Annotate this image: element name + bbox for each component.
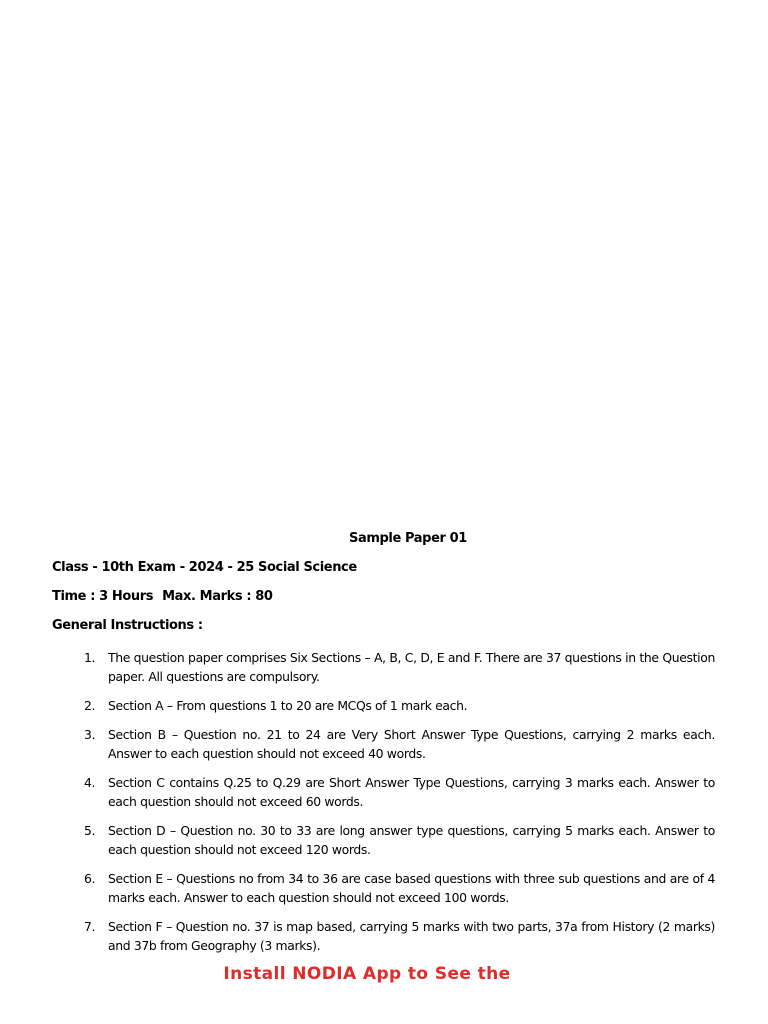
instruction-number: 7. — [84, 919, 96, 934]
instruction-text: Section A – From questions 1 to 20 are MCQs of 1 mark each. — [108, 698, 468, 713]
instruction-number: 3. — [84, 727, 96, 742]
instruction-number: 1. — [84, 650, 96, 665]
instruction-item — [84, 648, 715, 686]
instruction-text: Section F – Question no. 37 is map based, carrying 5 marks with two parts, 37a from History (2 marks) and 37b from Geography (3 marks). — [108, 919, 715, 953]
install-app-banner[interactable]: Install NODIA App to See the — [223, 964, 511, 984]
instruction-number: 4. — [84, 775, 96, 790]
time-duration: Time : 3 Hours — [52, 589, 154, 604]
instructions-list — [84, 648, 715, 965]
instruction-text: Section C contains Q.25 to Q.29 are Short Answer Type Questions, carrying 3 marks each. Answer to each question should not exceed 60 words. — [108, 775, 715, 809]
max-marks: Max. Marks : 80 — [162, 589, 273, 604]
class-exam-line: Class - 10th Exam - 2024 - 25 Social Science — [52, 560, 357, 575]
instruction-item — [84, 821, 715, 859]
instruction-item — [84, 725, 715, 763]
instruction-text: Section B – Question no. 21 to 24 are Very Short Answer Type Questions, carrying 2 marks each. Answer to each question should not exceed 40 words. — [108, 727, 715, 761]
instruction-number: 5. — [84, 823, 96, 838]
instruction-item — [84, 773, 715, 811]
instruction-text: Section E – Questions no from 34 to 36 are case based questions with three sub questions and are of 4 marks each. Answer to each question should not exceed 100 words. — [108, 871, 715, 905]
general-instructions-heading: General Instructions : — [52, 618, 203, 633]
instruction-number: 2. — [84, 698, 96, 713]
paper-title: Sample Paper 01 — [349, 531, 467, 546]
instruction-item — [84, 917, 715, 955]
time-marks-line — [52, 589, 273, 604]
instruction-item — [84, 869, 715, 907]
instruction-number: 6. — [84, 871, 96, 886]
instruction-text: The question paper comprises Six Sections – A, B, C, D, E and F. There are 37 questions in the Question paper. All questions are compulsory. — [108, 650, 715, 684]
instruction-item — [84, 696, 715, 715]
instruction-text: Section D – Question no. 30 to 33 are long answer type questions, carrying 5 marks each. Answer to each question should not exceed 120 words. — [108, 823, 715, 857]
